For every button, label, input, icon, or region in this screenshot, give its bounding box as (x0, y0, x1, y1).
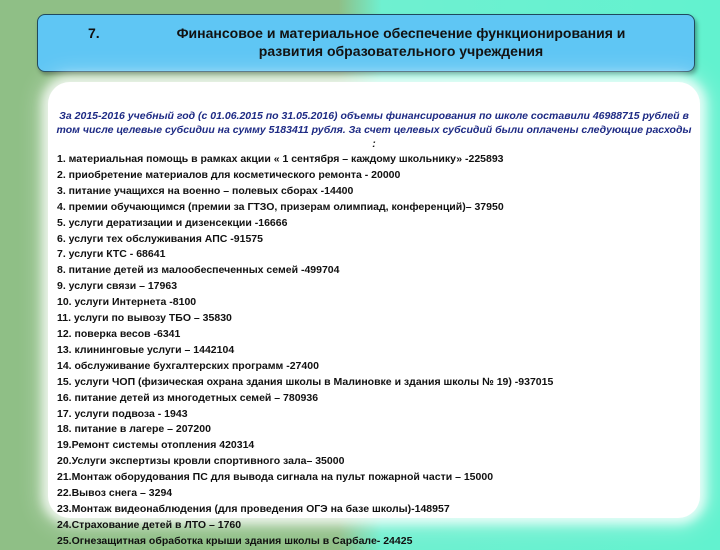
list-item: 25.Огнезащитная обработка крыши здания школы в Сарбале- 24425 (57, 534, 413, 547)
list-item: 3. питание учащихся на военно – полевых сборах -14400 (57, 184, 354, 197)
list-item: 8. питание детей из малообеспеченных семей -499704 (57, 264, 340, 277)
list-item: 10. услуги Интернета -8100 (57, 296, 197, 309)
title-banner (37, 14, 695, 72)
list-item: 16. питание детей из многодетных семей – 780936 (57, 391, 319, 404)
section-number: 7. (88, 25, 100, 41)
list-item: 14. обслуживание бухгалтерских программ -27400 (57, 359, 319, 372)
list-item: 19.Ремонт системы отопления 420314 (57, 439, 255, 452)
list-item: 17. услуги подвоза - 1943 (57, 407, 188, 420)
list-item: 4. премии обучающимся (премии за ГТЗО, призерам олимпиад, конференций)– 37950 (57, 200, 504, 213)
list-item: 6. услуги тех обслуживания АПС -91575 (57, 232, 263, 245)
list-item: 9. услуги связи – 17963 (57, 280, 178, 293)
list-item: 18. питание в лагере – 207200 (57, 423, 211, 436)
list-item: 20.Услуги экспертизы кровли спортивного зала– 35000 (57, 455, 345, 468)
intro-paragraph (54, 109, 694, 151)
list-item: 5. услуги дератизации и дизенсекции -16666 (57, 216, 288, 229)
list-item: 15. услуги ЧОП (физическая охрана здания школы в Малиновке и здания школы № 19) -937015 (57, 375, 554, 388)
list-item: 23.Монтаж видеонаблюдения (для проведения ОГЭ на базе школы)-148957 (57, 502, 450, 515)
slide-title-line-2: развития образовательного учреждения (258, 43, 544, 59)
list-item: 1. материальная помощь в рамках акции « 1 сентября – каждому школьнику» -225893 (57, 153, 504, 165)
list-item: 2. приобретение материалов для косметического ремонта - 20000 (57, 168, 401, 181)
list-item: 13. клининговые услуги – 1442104 (57, 343, 235, 356)
list-item: 7. услуги КТС - 68641 (57, 248, 166, 261)
list-item: 12. поверка весов -6341 (57, 327, 181, 340)
intro-text: За 2015-2016 учебный год (с 01.06.2015 по 31.05.2016) объемы финансирования по школе составили 46988715 рублей в том числе целевые субсидии на сумму 5183411 рубля. За счет целевых субсидий были оплачены следующие расходы (56, 110, 692, 136)
slide-title (118, 24, 684, 60)
expense-list (57, 152, 697, 550)
intro-colon: : (372, 138, 376, 150)
list-item: 24.Страхование детей в ЛТО – 1760 (57, 518, 242, 531)
list-item: 21.Монтаж оборудования ПС для вывода сигнала на пульт пожарной части – 15000 (57, 471, 494, 484)
list-item: 22.Вывоз снега – 3294 (57, 487, 173, 500)
slide-title-line-1: Финансовое и материальное обеспечение функционирования и (176, 25, 626, 41)
list-item: 11. услуги по вывозу ТБО – 35830 (57, 312, 232, 325)
